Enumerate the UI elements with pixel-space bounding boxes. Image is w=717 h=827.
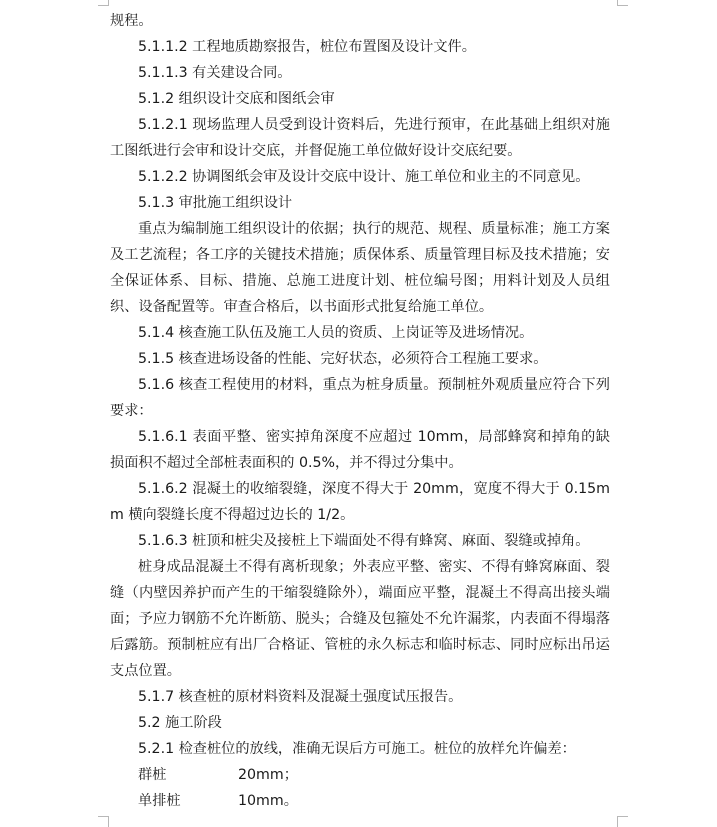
clause-5-1-2-1: 5.1.2.1 现场监理人员受到设计资料后，先进行预审，在此基础上组织对施工图纸进行会审和设计交底，并督促施工单位做好设计交底纪要。: [110, 117, 610, 159]
clause-5-1-6-3: 5.1.6.3 桩顶和桩尖及接桩上下端面处不得有蜂窝、麻面、裂缝或掉角。: [138, 533, 590, 549]
clause-5-1-2-2: 5.1.2.2 协调图纸会审及设计交底中设计、施工单位和业主的不同意见。: [138, 169, 590, 185]
paragraph-pile-quality: 桩身成品混凝土不得有离析现象；外表应平整、密实、不得有蜂窝麻面、裂缝（内壁因养护而产生的干缩裂缝除外），端面应平整，混凝土不得高出接头端面；予应力钢筋不允许断筋、脱头；合缝及包箍处不允许漏浆，内表面不得塌落后露筋。预制桩应有出厂合格证、管桩的永久标志和临时标志、同时应标出吊运支点位置。: [110, 559, 610, 679]
clause-5-1-5: 5.1.5 核查进场设备的性能、完好状态，必须符合工程施工要求。: [138, 351, 548, 367]
clause-5-1-6-2: 5.1.6.2 混凝土的收缩裂缝，深度不得大于 20mm，宽度不得大于 0.15mm 横向裂缝长度不得超过边长的 1/2。: [110, 481, 610, 523]
tolerance-row: [110, 762, 610, 788]
heading-5-1-2: 5.1.2 组织设计交底和图纸会审: [138, 91, 335, 107]
page-corner-mark: [617, 816, 628, 827]
page-corner-mark: [98, 0, 109, 6]
paragraph-construction-plan: 重点为编制施工组织设计的依据；执行的规范、规程、质量标准；施工方案及工艺流程；各工序的关键技术措施；质保体系、质量管理目标及技术措施；安全保证体系、目标、措施、总施工进度计划、桩位编号图；用料计划及人员组织、设备配置等。审查合格后，以书面形式批复给施工单位。: [110, 221, 610, 315]
clause-5-1-6: 5.1.6 核查工程使用的材料，重点为桩身质量。预制桩外观质量应符合下列要求：: [110, 377, 610, 419]
text-line: 规程。: [110, 13, 153, 29]
clause-5-2-1: 5.2.1 检查桩位的放线，准确无误后方可施工。桩位的放样允许偏差：: [138, 741, 576, 757]
clause-5-1-1-3: 5.1.1.3 有关建设合同。: [138, 65, 292, 81]
tolerance-value: 20mm；: [238, 767, 298, 783]
clause-5-1-6-1: 5.1.6.1 表面平整、密实掉角深度不应超过 10mm，局部蜂窝和掉角的缺损面积不超过全部桩表面积的 0.5%，并不得过分集中。: [110, 429, 610, 471]
clause-5-1-4: 5.1.4 核查施工队伍及施工人员的资质、上岗证等及进场情况。: [138, 325, 534, 341]
page-corner-mark: [617, 0, 628, 6]
tolerance-label: 群桩: [138, 767, 167, 783]
clause-5-1-7: 5.1.7 核查桩的原材料资料及混凝土强度试压报告。: [138, 689, 463, 705]
heading-5-2: 5.2 施工阶段: [138, 715, 222, 731]
clause-5-1-1-2: 5.1.1.2 工程地质勘察报告，桩位布置图及设计文件。: [138, 39, 476, 55]
tolerance-label: 单排桩: [138, 793, 181, 809]
document-body: [110, 8, 610, 814]
tolerance-value: 10mm。: [238, 793, 298, 809]
page-corner-mark: [98, 816, 109, 827]
heading-5-1-3: 5.1.3 审批施工组织设计: [138, 195, 293, 211]
tolerance-row: [110, 788, 610, 814]
